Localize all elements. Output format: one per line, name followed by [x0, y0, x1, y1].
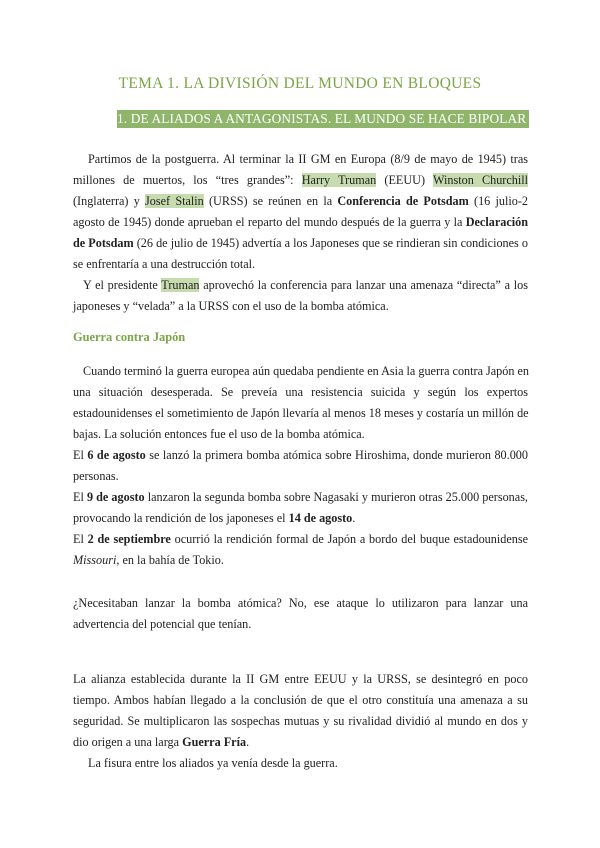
subheading-guerra-japon: Guerra contra Japón	[73, 330, 186, 344]
paragraph-line: dio origen a una larga Guerra Fría.	[73, 735, 250, 749]
paragraph-line: Y el presidente Truman aprovechó la conferencia para lanzar una amenaza “directa” a los	[83, 278, 528, 292]
paragraph-line: se enfrentaría a una destrucción total.	[73, 257, 256, 271]
paragraph-line: advertencia del potencial que tenían.	[73, 617, 252, 631]
paragraph-line: Missouri, en la bahía de Tokio.	[73, 553, 224, 567]
date-nagasaki: 9 de agosto	[86, 490, 145, 504]
paragraph-line: agosto de 1945) donde aprueban el reparto del mundo después de la guerra y la Declaración	[73, 215, 528, 229]
paragraph-line: El 2 de septiembre ocurrió la rendición formal de Japón a bordo del buque estadounidense	[73, 532, 528, 546]
paragraph-line: estadounidenses el sometimiento de Japón llevaría al menos 18 meses y costaría un millón de	[73, 406, 529, 420]
page-title: TEMA 1. LA DIVISIÓN DEL MUNDO EN BLOQUES	[118, 75, 482, 92]
paragraph-line: de Potsdam (26 de julio de 1945) advertía a los Japoneses que se rindieran sin condiciones o	[73, 236, 528, 250]
paragraph-line: tiempo. Ambos habían llegado a la conclusión de que el otro constituía una amenaza a su	[73, 693, 528, 707]
date-hiroshima: 6 de agosto	[87, 448, 146, 462]
paragraph-line: La fisura entre los aliados ya venía desde la guerra.	[88, 756, 338, 770]
paragraph-line: millones de muertos, los “tres grandes”: Harry Truman (EEUU) Winston Churchill	[73, 173, 529, 187]
paragraph-line: ¿Necesitaban lanzar la bomba atómica? No, ese ataque lo utilizaron para lanzar una	[73, 596, 528, 610]
paragraph-line: Partimos de la postguerra. Al terminar la II GM en Europa (8/9 de mayo de 1945) tras	[88, 152, 528, 166]
section-heading: 1. DE ALIADOS A ANTAGONISTAS. EL MUNDO SE HACE BIPOLAR	[117, 111, 527, 126]
paragraph-line: bajas. La solución entonces fue el uso de la bomba atómica.	[73, 427, 365, 441]
paragraph-line: La alianza establecida durante la II GM entre EEUU y la URSS, se desintegró en poco	[73, 672, 528, 686]
paragraph-line: seguridad. Se multiplicaron las sospechas mutuas y su rivalidad dividió al mundo en dos y	[73, 714, 528, 728]
paragraph-line: El 6 de agosto se lanzó la primera bomba atómica sobre Hiroshima, donde murieron 80.000	[73, 448, 528, 462]
highlight-truman-2: Truman	[161, 278, 200, 292]
paragraph-line: El 9 de agosto lanzaron la segunda bomba sobre Nagasaki y murieron otras 25.000 personas,	[73, 490, 528, 504]
paragraph-line: una situación desesperada. Se preveía una resistencia suicida y según los expertos	[73, 385, 528, 399]
term-potsdam-declaration-cont: de Potsdam	[73, 236, 134, 250]
highlight-stalin: Josef Stalin	[145, 194, 204, 208]
ship-name: Missouri	[73, 553, 117, 567]
paragraph-line: Cuando terminó la guerra europea aún quedaba pendiente en Asia la guerra contra Japón en	[83, 364, 530, 378]
paragraph-line: japoneses y “velada” a la URSS con el uso de la bomba atómica.	[73, 299, 389, 313]
term-potsdam-conference: Conferencia de Potsdam	[337, 194, 469, 208]
paragraph-line: provocando la rendición de los japoneses el 14 de agosto.	[73, 511, 356, 525]
highlight-churchill: Winston Churchill	[433, 173, 529, 187]
term-potsdam-declaration: Declaración	[465, 215, 528, 229]
paragraph-line: (Inglaterra) y Josef Stalin (URSS) se reúnen en la Conferencia de Potsdam (16 julio-2	[73, 194, 528, 208]
date-surrender: 14 de agosto	[288, 511, 353, 525]
date-formal-surrender: 2 de septiembre	[87, 532, 171, 546]
term-guerra-fria: Guerra Fría	[182, 735, 247, 749]
highlight-truman: Harry Truman	[301, 173, 377, 187]
paragraph-line: personas.	[73, 469, 119, 483]
